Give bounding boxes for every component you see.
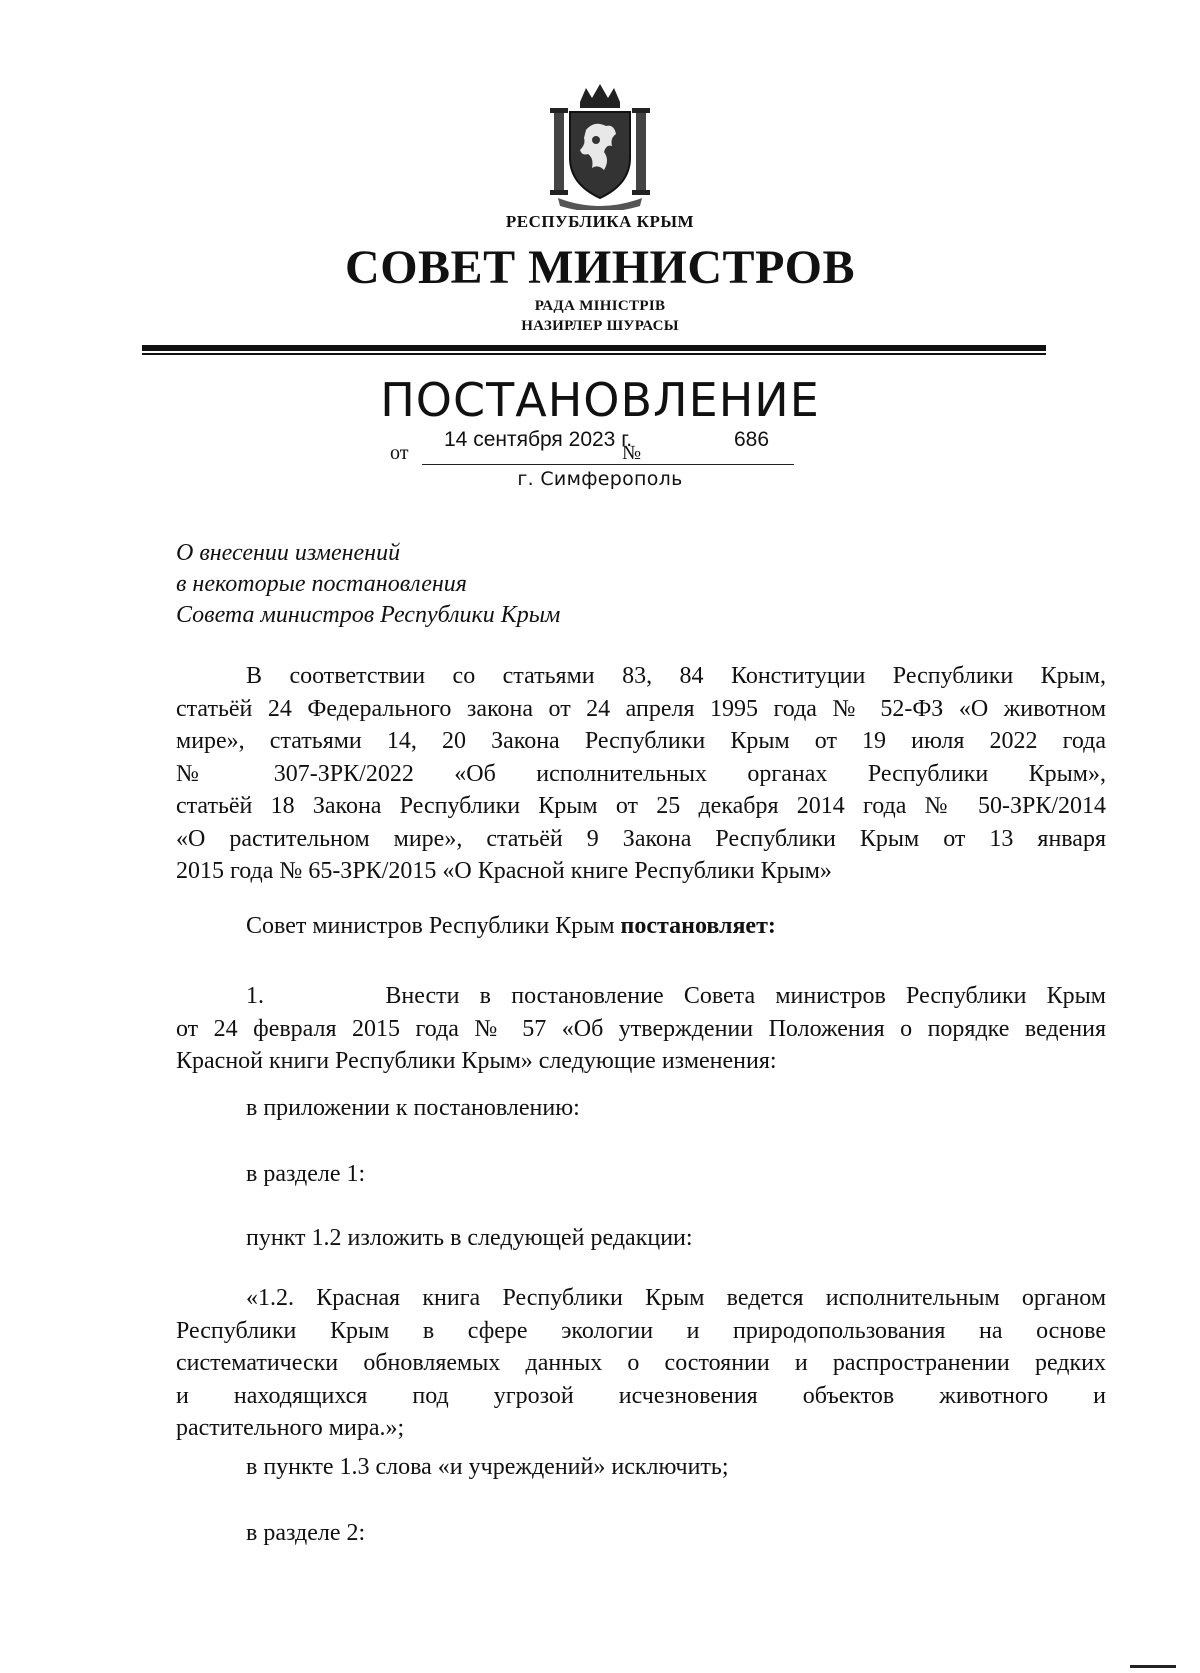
council-name-ukrainian: РАДА МІНІСТРІВ (534, 298, 666, 314)
point-1-3-line: в пункте 1.3 слова «и учреждений» исключить; (246, 1454, 729, 1480)
header-rule-thin (142, 353, 1046, 355)
paragraph-line: 1. Внести в постановление Совета министров Республики Крым (246, 983, 1106, 1009)
paragraph-line: растительного мира.»; (176, 1415, 405, 1441)
subject-line: О внесении изменений (176, 540, 401, 566)
header-rule-thick (142, 345, 1046, 351)
quoted-point-1-2 (176, 1282, 1106, 1445)
subject-line: Совета министров Республики Крым (176, 602, 561, 628)
item-1-paragraph (176, 980, 1106, 1078)
number-underline (654, 464, 794, 465)
council-name-crimean-tatar: НАЗИРЛЕР ШУРАСЫ (521, 318, 679, 334)
paragraph-line: статьёй 18 Закона Республики Крым от 25 декабря 2014 года № 50-ЗРК/2014 (176, 793, 1106, 819)
crimea-coat-of-arms-icon (540, 80, 660, 210)
preamble-paragraph (176, 660, 1106, 888)
in-section-1-line: в разделе 1: (246, 1161, 366, 1187)
paragraph-line: «1.2. Красная книга Республики Крым ведется исполнительным органом (246, 1285, 1106, 1311)
date-number-row (390, 428, 810, 468)
paragraph-line: систематически обновляемых данных о состоянии и распространении редких (176, 1350, 1106, 1376)
paragraph-line: № 307-ЗРК/2022 «Об исполнительных органах Республики Крым», (176, 760, 1106, 787)
in-appendix-line: в приложении к постановлению: (246, 1095, 580, 1121)
city: г. Симферополь (517, 468, 683, 490)
paragraph-line: «О растительном мире», статьёй 9 Закона Республики Крым от 13 января (176, 825, 1106, 852)
date-prefix: от (390, 442, 409, 464)
republic-name: РЕСПУБЛИКА КРЫМ (505, 212, 695, 231)
in-section-2-line: в разделе 2: (246, 1520, 366, 1546)
paragraph-line: В соответствии со статьями 83, 84 Конституции Республики Крым, (246, 663, 1106, 689)
document-number: 686 (734, 428, 770, 451)
paragraph-line: и находящихся под угрозой исчезновения объектов животного и (176, 1382, 1106, 1409)
council-resolves-bold: постановляет: (620, 913, 776, 939)
date-underline (422, 464, 654, 465)
council-resolves (246, 910, 1176, 943)
document-type-title: ПОСТАНОВЛЕНИЕ (380, 373, 820, 427)
paragraph-line: Республики Крым в сфере экологии и природопользования на основе (176, 1317, 1106, 1344)
document-date: 14 сентября 2023 г. (444, 428, 633, 451)
council-name: СОВЕТ МИНИСТРОВ (345, 241, 855, 294)
paragraph-line: статьёй 24 Федерального закона от 24 апреля 1995 года № 52-ФЗ «О животном (176, 695, 1106, 722)
number-sign: № (622, 442, 642, 464)
paragraph-line: мире», статьями 14, 20 Закона Республики Крым от 19 июля 2022 года (176, 728, 1106, 754)
paragraph-line: от 24 февраля 2015 года № 57 «Об утверждении Положения о порядке ведения (176, 1015, 1106, 1042)
point-1-2-line: пункт 1.2 изложить в следующей редакции: (246, 1225, 693, 1251)
subject-line: в некоторые постановления (176, 571, 467, 597)
document-subject (176, 538, 560, 631)
council-resolves-text: Совет министров Республики Крым (246, 913, 621, 939)
paragraph-line: 2015 года № 65-ЗРК/2015 «О Красной книге Республики Крым» (176, 858, 832, 884)
paragraph-line: Красной книги Республики Крым» следующие изменения: (176, 1048, 777, 1074)
page-corner-mark (1130, 1665, 1176, 1668)
